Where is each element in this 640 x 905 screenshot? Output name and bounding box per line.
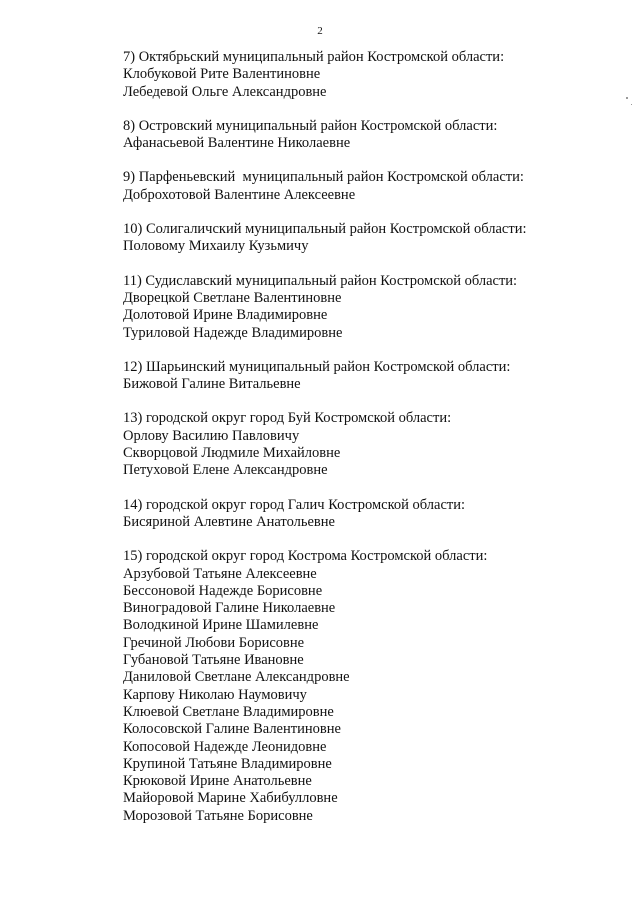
recipient-name: Афанасьевой Валентине Николаевне [123, 135, 351, 152]
section-heading: 15) городской округ город Кострома Костромской области: [123, 548, 488, 565]
scan-speck [626, 97, 628, 99]
recipient-name: Туриловой Надежде Владимировне [123, 324, 343, 341]
recipient-name: Карпову Николаю Наумовичу [123, 686, 307, 703]
section-heading: 9) Парфеньевский муниципальный район Костромской области: [123, 169, 524, 186]
recipient-name: Клюевой Светлане Владимировне [123, 703, 334, 720]
recipient-name: Лебедевой Ольге Александровне [123, 83, 327, 100]
recipient-name: Половому Михаилу Кузьмичу [123, 238, 309, 255]
recipient-name: Майоровой Марине Хабибулловне [123, 790, 338, 807]
section-13 [123, 410, 623, 479]
recipient-name: Долотовой Ирине Владимировне [123, 307, 328, 324]
section-11 [123, 273, 623, 342]
recipient-list [123, 49, 623, 842]
section-heading: 12) Шарьинский муниципальный район Костромской области: [123, 358, 511, 375]
section-9 [123, 169, 623, 204]
section-10 [123, 221, 623, 256]
recipient-name: Даниловой Светлане Александровне [123, 669, 350, 686]
recipient-name: Скворцовой Людмиле Михайловне [123, 445, 341, 462]
section-15 [123, 548, 623, 825]
recipient-name: Володкиной Ирине Шамилевне [123, 617, 319, 634]
recipient-name: Арзубовой Татьяне Алексеевне [123, 565, 317, 582]
recipient-name: Колосовской Галине Валентиновне [123, 721, 341, 738]
recipient-name: Доброхотовой Валентине Алексеевне [123, 186, 356, 203]
recipient-name: Крупиной Татьяне Владимировне [123, 755, 332, 772]
page-number: 2 [317, 25, 323, 37]
recipient-name: Виноградовой Галине Николаевне [123, 600, 336, 617]
recipient-name: Петуховой Елене Александровне [123, 462, 328, 479]
recipient-name: Губановой Татьяне Ивановне [123, 652, 304, 669]
recipient-name: Копосовой Надежде Леонидовне [123, 738, 327, 755]
section-heading: 13) городской округ город Буй Костромской области: [123, 410, 452, 427]
section-12 [123, 359, 623, 394]
recipient-name: Гречиной Любови Борисовне [123, 634, 305, 651]
recipient-name: Бисяриной Алевтине Анатольевне [123, 513, 335, 530]
section-14 [123, 497, 623, 532]
recipient-name: Бижовой Галине Витальевне [123, 376, 301, 393]
section-heading: 8) Островский муниципальный район Костромской области: [123, 117, 498, 134]
section-heading: 10) Солигаличский муниципальный район Костромской области: [123, 221, 527, 238]
recipient-name: Дворецкой Светлане Валентиновне [123, 289, 342, 306]
recipient-name: Бессоновой Надежде Борисовне [123, 582, 323, 599]
section-heading: 11) Судиславский муниципальный район Костромской области: [123, 272, 518, 289]
section-heading: 14) городской округ город Галич Костромской области: [123, 496, 466, 513]
section-8 [123, 118, 623, 153]
recipient-name: Орлову Василию Павловичу [123, 427, 300, 444]
recipient-name: Морозовой Татьяне Борисовне [123, 807, 313, 824]
section-heading: 7) Октябрьский муниципальный район Костромской области: [123, 49, 505, 65]
scan-speck [631, 104, 632, 105]
recipient-name: Крюковой Ирине Анатольевне [123, 773, 312, 790]
section-7 [123, 49, 623, 101]
recipient-name: Клобуковой Рите Валентиновне [123, 66, 321, 83]
